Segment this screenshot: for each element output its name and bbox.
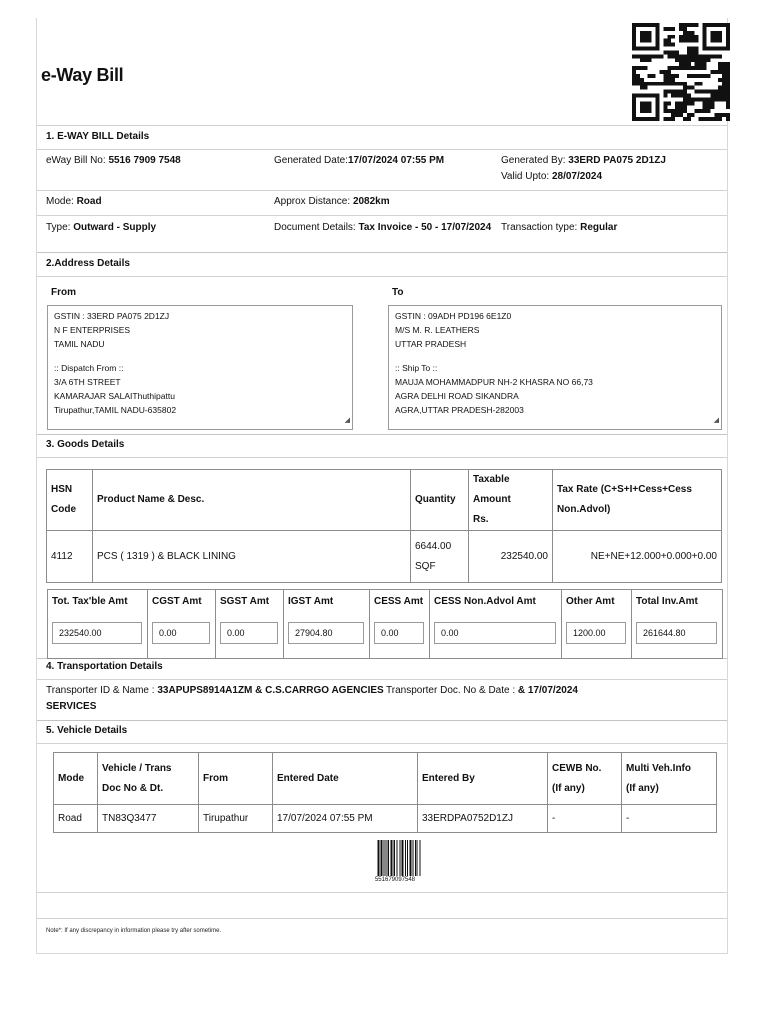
divider — [37, 434, 727, 435]
generated-by: 33ERD PA075 2D1ZJ — [568, 155, 666, 166]
total-label: Total Inv.Amt — [636, 596, 698, 607]
total-label: SGST Amt — [220, 596, 270, 607]
total-label: CGST Amt — [152, 596, 202, 607]
type-value: Outward - Supply — [73, 222, 157, 233]
to-address-box[interactable]: GSTIN : 09ADH PD196 6E1Z0 M/S M. R. LEATHERS UTTAR PRADESH :: Ship To :: MAUJA MOHAMMADPUR NH-2 KHASRA NO 66,73 AGRA DELHI ROAD SIKANDRA AGRA,UTTAR PRADESH-282003 ◢ — [388, 305, 722, 430]
tax-rate: NE+NE+12.000+0.000+0.00 — [553, 531, 722, 583]
hsn-code: 4112 — [47, 531, 93, 583]
divider — [37, 215, 727, 216]
eway-bill-page — [36, 18, 728, 954]
vehicle-table — [53, 752, 717, 833]
total-label: Tot. Tax'ble Amt — [52, 596, 128, 607]
total-value-field[interactable]: 27904.80 — [288, 622, 364, 644]
ewb-number: 5516 7909 7548 — [108, 155, 181, 166]
divider — [37, 190, 727, 191]
divider — [37, 457, 727, 458]
col-mode: Mode — [54, 753, 98, 805]
transaction-type: Regular — [580, 222, 618, 233]
generated-date: 17/07/2024 07:55 PM — [347, 155, 445, 166]
footer-note: Note*: If any discrepancy in information please try after sometime. — [46, 928, 222, 934]
divider — [37, 125, 727, 126]
total-value-field[interactable]: 0.00 — [434, 622, 556, 644]
col-product: Product Name & Desc. — [93, 470, 411, 531]
table-row — [47, 531, 722, 583]
total-value-field[interactable]: 261644.80 — [636, 622, 717, 644]
document-details-field: Document Details: Tax Invoice - 50 - 17/07/2024 — [274, 222, 492, 233]
valid-upto: 28/07/2024 — [551, 171, 603, 182]
col-entered-date: Entered Date — [273, 753, 418, 805]
section-heading-goods: 3. Goods Details — [46, 439, 125, 450]
transaction-type-field: Transaction type: Regular — [501, 222, 618, 233]
to-label: To — [392, 287, 404, 298]
col-quantity: Quantity — [411, 470, 469, 531]
col-tax-rate: Tax Rate (C+S+I+Cess+Cess Non.Advol) — [553, 470, 722, 531]
col-entered-by: Entered By — [418, 753, 548, 805]
table-row — [54, 805, 717, 833]
resize-grip-icon[interactable]: ◢ — [344, 417, 350, 424]
total-label: CESS Amt — [374, 596, 424, 607]
col-taxable: Taxable Amount Rs. — [469, 470, 553, 531]
from-address-box[interactable]: GSTIN : 33ERD PA075 2D1ZJ N F ENTERPRISES TAMIL NADU :: Dispatch From :: 3/A 6TH STREET KAMARAJAR SALAIThuthipattu Tirupathur,TAMIL NADU-635802 ◢ — [47, 305, 353, 430]
vehicle-from: Tirupathur — [199, 805, 273, 833]
distance-field: Approx Distance: 2082km — [274, 196, 390, 207]
total-label: CESS Non.Advol Amt — [434, 596, 536, 607]
section-heading-address: 2.Address Details — [46, 258, 130, 269]
vehicle-cewb: - — [548, 805, 622, 833]
divider — [37, 252, 727, 253]
divider — [37, 892, 727, 893]
product-desc: PCS ( 1319 ) & BLACK LINING — [93, 531, 411, 583]
page-title: e-Way Bill — [41, 65, 124, 85]
quantity: 6644.00 SQF — [411, 531, 469, 583]
col-cewb: CEWB No. (If any) — [548, 753, 622, 805]
divider — [37, 918, 727, 919]
transporter-doc: & 17/07/2024 — [517, 685, 578, 696]
total-label: IGST Amt — [288, 596, 334, 607]
section-heading-transport: 4. Transportation Details — [46, 661, 163, 672]
section-heading-ewb: 1. E-WAY BILL Details — [46, 131, 150, 142]
total-value-field[interactable]: 0.00 — [220, 622, 278, 644]
col-from: From — [199, 753, 273, 805]
mode-value: Road — [76, 196, 102, 207]
vehicle-multi: - — [622, 805, 717, 833]
total-label: Other Amt — [566, 596, 615, 607]
col-multi-veh: Multi Veh.Info (If any) — [622, 753, 717, 805]
total-value-field[interactable]: 0.00 — [152, 622, 210, 644]
barcode — [377, 840, 421, 876]
mode-field: Mode: Road — [46, 196, 102, 207]
goods-header-row — [47, 470, 722, 531]
divider — [37, 149, 727, 150]
transporter-field: Transporter ID & Name : 33APUPS8914A1ZM & C.S.CARRGO AGENCIES — [46, 685, 384, 696]
divider — [37, 720, 727, 721]
type-field: Type: Outward - Supply — [46, 222, 157, 233]
vehicle-header-row — [54, 753, 717, 805]
generated-date-field: Generated Date:17/07/2024 07:55 PM — [274, 155, 445, 166]
ewb-number-field: eWay Bill No: 5516 7909 7548 — [46, 155, 181, 166]
vehicle-number: TN83Q3477 — [98, 805, 199, 833]
generated-by-field: Generated By: 33ERD PA075 2D1ZJ — [501, 155, 666, 166]
distance-value: 2082km — [352, 196, 390, 207]
vehicle-entered-date: 17/07/2024 07:55 PM — [273, 805, 418, 833]
divider — [37, 743, 727, 744]
section-heading-vehicle: 5. Vehicle Details — [46, 725, 128, 736]
col-vehicle: Vehicle / Trans Doc No & Dt. — [98, 753, 199, 805]
total-value-field[interactable]: 0.00 — [374, 622, 424, 644]
goods-table — [46, 469, 722, 583]
vehicle-mode: Road — [54, 805, 98, 833]
transporter-name-cont: SERVICES — [46, 701, 97, 712]
resize-grip-icon[interactable]: ◢ — [713, 417, 719, 424]
total-value-field[interactable]: 232540.00 — [52, 622, 142, 644]
qr-code — [632, 23, 730, 121]
transporter-name: 33APUPS8914A1ZM & C.S.CARRGO AGENCIES — [157, 685, 384, 696]
transporter-doc-field: Transporter Doc. No & Date : & 17/07/2024 — [386, 685, 578, 696]
divider — [37, 679, 727, 680]
barcode-number: 551679097548 — [374, 877, 416, 883]
document-details: Tax Invoice - 50 - 17/07/2024 — [358, 222, 492, 233]
taxable-amount: 232540.00 — [469, 531, 553, 583]
valid-upto-field: Valid Upto: 28/07/2024 — [501, 171, 603, 182]
vehicle-entered-by: 33ERDPA0752D1ZJ — [418, 805, 548, 833]
divider — [37, 276, 727, 277]
col-hsn: HSN Code — [47, 470, 93, 531]
total-value-field[interactable]: 1200.00 — [566, 622, 626, 644]
from-label: From — [51, 287, 76, 298]
